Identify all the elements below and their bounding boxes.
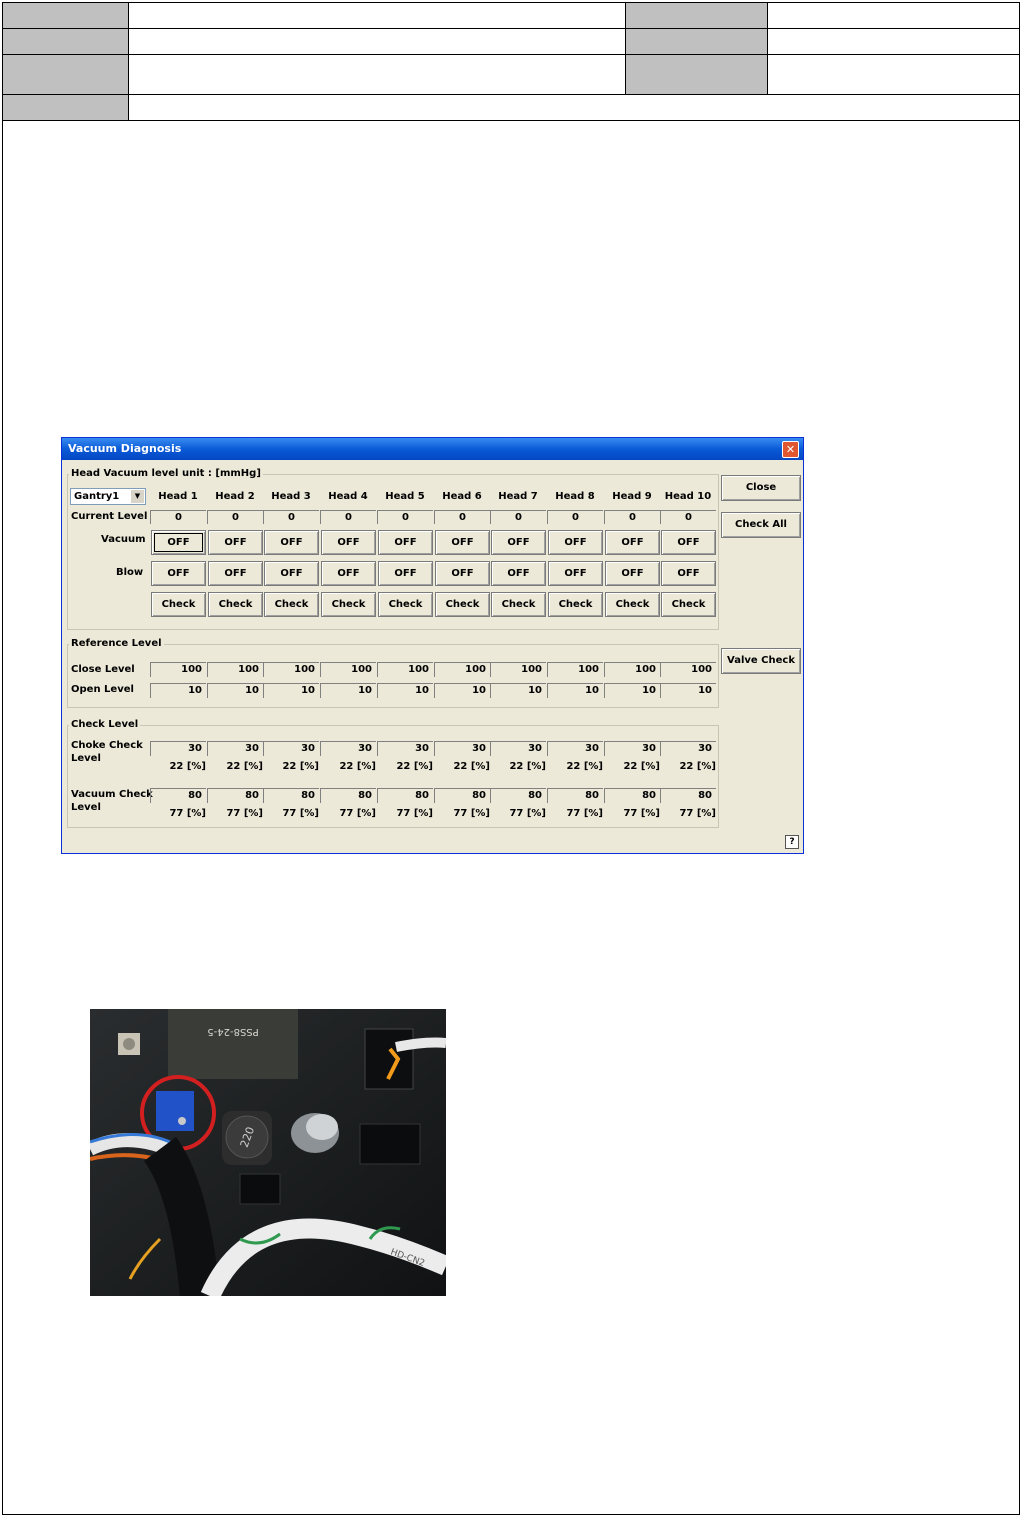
valve-check-button[interactable]: Valve Check — [721, 648, 801, 674]
open-level-value: 10 — [150, 683, 206, 698]
close-level-value: 100 — [320, 662, 376, 677]
vacuum-check-value: 80 — [660, 788, 716, 803]
blow-toggle-button[interactable]: OFF — [605, 561, 660, 586]
check-button[interactable]: Check — [378, 592, 433, 617]
open-level-value: 10 — [660, 683, 716, 698]
pcb-photo-drawing — [90, 1009, 446, 1296]
dialog-title: Vacuum Diagnosis — [68, 442, 182, 455]
choke-check-value: 30 — [434, 741, 490, 756]
vacuum-check-value: 80 — [150, 788, 206, 803]
head-column-header: Head 7 — [498, 491, 538, 502]
pcb-photo — [90, 1009, 446, 1296]
choke-check-value: 30 — [547, 741, 603, 756]
head-column-header: Head 3 — [271, 491, 311, 502]
open-level-label: Open Level — [71, 684, 134, 695]
current-level-value: 0 — [604, 510, 660, 524]
open-level-value: 10 — [320, 683, 376, 698]
choke-check-value: 30 — [263, 741, 319, 756]
vacuum-check-percent: 77 [%] — [509, 808, 546, 819]
blow-toggle-button[interactable]: OFF — [548, 561, 603, 586]
choke-check-value: 30 — [150, 741, 206, 756]
blow-toggle-button[interactable]: OFF — [151, 561, 206, 586]
vacuum-check-percent: 77 [%] — [282, 808, 319, 819]
wire-label: HD-CN2 — [388, 1247, 426, 1270]
head-column-header: Head 9 — [612, 491, 652, 502]
open-level-value: 10 — [547, 683, 603, 698]
head-column-header: Head 5 — [385, 491, 425, 502]
current-level-value: 0 — [263, 510, 319, 524]
check-level-group-label: Check Level — [71, 719, 139, 730]
choke-check-value: 30 — [377, 741, 433, 756]
current-level-label: Current Level — [71, 511, 148, 522]
blow-toggle-button[interactable]: OFF — [491, 561, 546, 586]
close-level-label: Close Level — [71, 664, 135, 675]
vacuum-check-percent: 77 [%] — [339, 808, 376, 819]
vacuum-check-percent: 77 [%] — [453, 808, 490, 819]
choke-check-percent: 22 [%] — [566, 761, 603, 772]
vacuum-toggle-button[interactable]: OFF — [378, 530, 433, 555]
check-button[interactable]: Check — [208, 592, 263, 617]
current-level-value: 0 — [207, 510, 263, 524]
choke-check-percent: 22 [%] — [679, 761, 716, 772]
close-level-value: 100 — [604, 662, 660, 677]
blow-toggle-button[interactable]: OFF — [378, 561, 433, 586]
choke-check-percent: 22 [%] — [226, 761, 263, 772]
current-level-value: 0 — [377, 510, 433, 524]
head-column-header: Head 6 — [442, 491, 482, 502]
vacuum-check-percent: 77 [%] — [566, 808, 603, 819]
close-level-value: 100 — [660, 662, 716, 677]
current-level-value: 0 — [434, 510, 490, 524]
choke-check-percent: 22 [%] — [282, 761, 319, 772]
choke-check-value: 30 — [207, 741, 263, 756]
vacuum-toggle-button[interactable]: OFF — [661, 530, 716, 555]
vacuum-diagnosis-dialog — [61, 437, 804, 854]
vacuum-check-label: Vacuum Check — [71, 789, 153, 800]
vacuum-toggle-button[interactable]: OFF — [151, 530, 206, 555]
current-level-value: 0 — [150, 510, 206, 524]
vacuum-check-value: 80 — [207, 788, 263, 803]
vacuum-toggle-button[interactable]: OFF — [264, 530, 319, 555]
check-button[interactable]: Check — [435, 592, 490, 617]
head-column-header: Head 8 — [555, 491, 595, 502]
open-level-value: 10 — [207, 683, 263, 698]
blow-toggle-button[interactable]: OFF — [264, 561, 319, 586]
vacuum-toggle-button[interactable]: OFF — [321, 530, 376, 555]
blow-toggle-button[interactable]: OFF — [321, 561, 376, 586]
chevron-down-icon[interactable]: ▼ — [131, 490, 144, 503]
current-level-value: 0 — [660, 510, 716, 524]
choke-check-value: 30 — [490, 741, 546, 756]
vacuum-check-value: 80 — [434, 788, 490, 803]
vacuum-toggle-button[interactable]: OFF — [208, 530, 263, 555]
reference-level-group-label: Reference Level — [71, 638, 162, 649]
vacuum-label: Vacuum — [101, 534, 146, 545]
head-column-header: Head 10 — [664, 491, 712, 502]
vacuum-check-percent: 77 [%] — [679, 808, 716, 819]
close-level-value: 100 — [490, 662, 546, 677]
vacuum-check-percent: 77 [%] — [623, 808, 660, 819]
current-level-value: 0 — [490, 510, 546, 524]
choke-check-percent: 22 [%] — [169, 761, 206, 772]
check-button[interactable]: Check — [264, 592, 319, 617]
close-level-value: 100 — [207, 662, 263, 677]
vacuum-toggle-button[interactable]: OFF — [435, 530, 490, 555]
inductor-label: 220 — [237, 1125, 258, 1150]
vacuum-check-value: 80 — [490, 788, 546, 803]
close-icon[interactable]: ✕ — [782, 441, 799, 458]
blow-toggle-button[interactable]: OFF — [208, 561, 263, 586]
vacuum-toggle-button[interactable]: OFF — [548, 530, 603, 555]
help-icon[interactable]: ? — [785, 835, 799, 849]
head-column-header: Head 1 — [158, 491, 198, 502]
check-button[interactable]: Check — [661, 592, 716, 617]
vacuum-check-value: 80 — [547, 788, 603, 803]
open-level-value: 10 — [434, 683, 490, 698]
vacuum-check-percent: 77 [%] — [226, 808, 263, 819]
check-button[interactable]: Check — [151, 592, 206, 617]
blow-label: Blow — [116, 567, 144, 578]
open-level-value: 10 — [604, 683, 660, 698]
blow-toggle-button[interactable]: OFF — [435, 561, 490, 586]
gantry-select-value: Gantry1 — [74, 491, 120, 502]
vacuum-check-value: 80 — [263, 788, 319, 803]
vacuum-check-value: 80 — [377, 788, 433, 803]
check-button[interactable]: Check — [321, 592, 376, 617]
vacuum-check-percent: 77 [%] — [169, 808, 206, 819]
current-level-value: 0 — [547, 510, 603, 524]
close-level-value: 100 — [547, 662, 603, 677]
blow-toggle-button[interactable]: OFF — [661, 561, 716, 586]
choke-check-percent: 22 [%] — [396, 761, 433, 772]
choke-check-value: 30 — [660, 741, 716, 756]
choke-check-value: 30 — [604, 741, 660, 756]
vacuum-check-value: 80 — [604, 788, 660, 803]
vacuum-check-label-level: Level — [71, 802, 101, 813]
choke-check-percent: 22 [%] — [509, 761, 546, 772]
open-level-value: 10 — [490, 683, 546, 698]
check-all-button[interactable]: Check All — [721, 512, 801, 538]
choke-check-value: 30 — [320, 741, 376, 756]
choke-check-percent: 22 [%] — [623, 761, 660, 772]
gantry-select[interactable] — [70, 488, 146, 505]
choke-check-percent: 22 [%] — [339, 761, 376, 772]
dialog-titlebar[interactable] — [62, 438, 803, 460]
choke-check-percent: 22 [%] — [453, 761, 490, 772]
close-level-value: 100 — [434, 662, 490, 677]
vacuum-toggle-button[interactable]: OFF — [491, 530, 546, 555]
check-button[interactable]: Check — [605, 592, 660, 617]
pcb-module-label: PSS8-24-5 — [207, 1026, 259, 1037]
current-level-value: 0 — [320, 510, 376, 524]
vacuum-check-percent: 77 [%] — [396, 808, 433, 819]
close-level-value: 100 — [150, 662, 206, 677]
open-level-value: 10 — [263, 683, 319, 698]
head-column-header: Head 2 — [215, 491, 255, 502]
check-button[interactable]: Check — [491, 592, 546, 617]
close-button[interactable]: Close — [721, 475, 801, 501]
choke-check-label: Choke Check — [71, 740, 143, 751]
vacuum-check-value: 80 — [320, 788, 376, 803]
open-level-value: 10 — [377, 683, 433, 698]
head-vacuum-group-label: Head Vacuum level unit : [mmHg] — [71, 468, 261, 479]
choke-check-label-level: Level — [71, 753, 101, 764]
vacuum-toggle-button[interactable]: OFF — [605, 530, 660, 555]
close-level-value: 100 — [377, 662, 433, 677]
head-column-header: Head 4 — [328, 491, 368, 502]
close-level-value: 100 — [263, 662, 319, 677]
check-button[interactable]: Check — [548, 592, 603, 617]
